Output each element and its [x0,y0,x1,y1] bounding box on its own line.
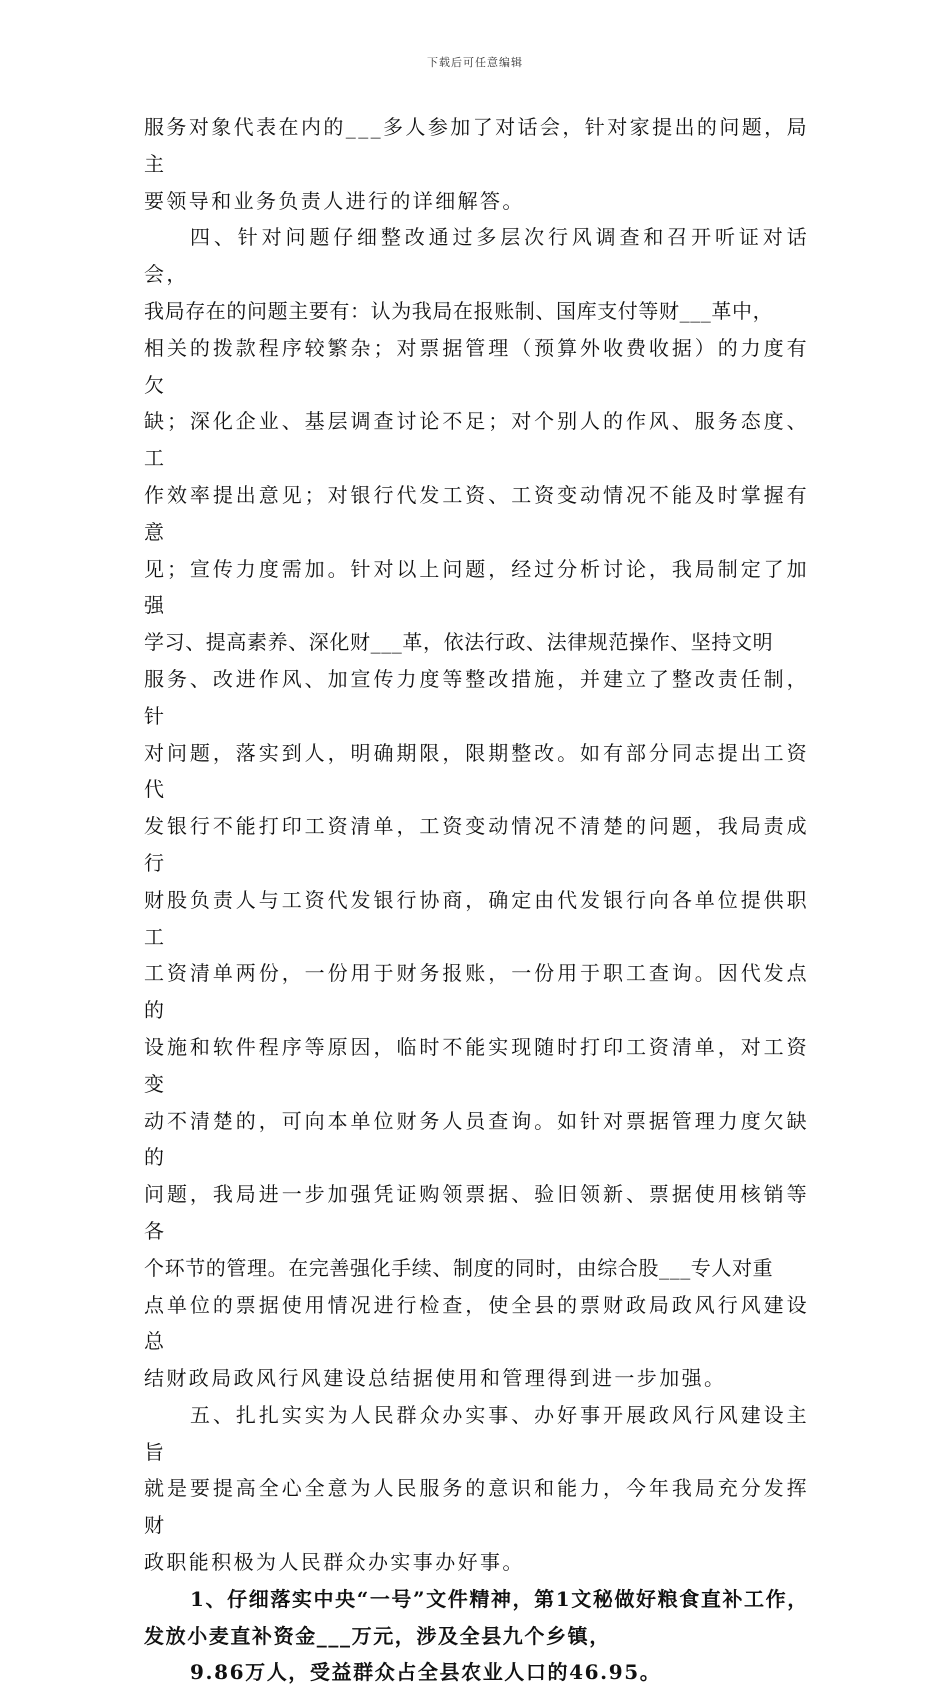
paragraph-grain-subsidy [144,1581,809,1655]
text-line: 设施和软件程序等原因，临时不能实现随时打印工资清单，对工资变 [144,1034,809,1096]
text-line: 缺；深化企业、基层调查讨论不足；对个别人的作风、服务态度、工 [144,409,809,471]
text-line: 发放小麦直补资金___万元，涉及全县九个乡镇， [144,1623,611,1648]
paragraph-practical-work [144,1397,809,1581]
text-line: 工资清单两份，一份用于财务报账，一份用于职工查询。因代发点的 [144,961,809,1023]
text-line: 学习、提高素养、深化财___革，依法行政、法律规范操作、坚持文明 [144,630,774,655]
text-line: 四、针对问题仔细整改通过多层次行风调查和召开听证对话会， [144,225,809,287]
text-line: 发银行不能打印工资清单，工资变动情况不清楚的问题，我局责成行 [144,814,809,875]
text-line: 作效率提出意见；对银行代发工资、工资变动情况不能及时掌握有意 [144,482,809,544]
paragraph-rectification [144,219,809,1397]
text-line: 我局存在的问题主要有：认为我局在报账制、国库支付等财___革中， [144,298,774,323]
text-line: 个环节的管理。在完善强化手续、制度的同时，由综合股___专人对重 [144,1255,774,1280]
paragraph-beneficiaries [144,1654,809,1691]
text-line: 相关的拨款程序较繁杂；对票据管理（预算外收费收据）的力度有欠 [144,335,809,397]
page-header: 下载后可任意编辑 [427,56,523,69]
text-line: 要领导和业务负责人进行的详细解答。 [144,188,525,213]
text-line: 就是要提高全心全意为人民服务的意识和能力，今年我局充分发挥财 [144,1476,809,1538]
text-line: 服务对象代表在内的___多人参加了对话会，针对家提出的问题，局主 [144,115,809,176]
paragraph-dialogue-meeting [144,109,809,219]
text-line: 结财政局政风行风建设总结据使用和管理得到进一步加强。 [144,1366,727,1391]
text-line: 1、仔细落实中央“一号”文件精神，第1文秘做好粮食直补工作， [190,1586,809,1611]
text-line: 9.86万人，受益群众占全县农业人口的46.95。 [190,1660,662,1685]
text-line: 见；宣传力度需加。针对以上问题，经过分析讨论，我局制定了加强 [144,556,809,618]
text-line: 对问题，落实到人，明确期限，限期整改。如有部分同志提出工资代 [144,740,809,802]
text-line: 五、扎扎实实为人民群众办实事、办好事开展政风行风建设主旨 [144,1402,809,1464]
text-line: 财股负责人与工资代发银行协商，确定由代发银行向各单位提供职工 [144,887,809,949]
document-body [144,109,809,1691]
text-line: 点单位的票据使用情况进行检查，使全县的票财政局政风行风建设总 [144,1292,809,1354]
text-line: 政职能积极为人民群众办实事办好事。 [144,1550,525,1575]
text-line: 服务、改进作风、加宣传力度等整改措施，并建立了整改责任制，针 [144,666,809,728]
text-line: 动不清楚的，可向本单位财务人员查询。如针对票据管理力度欠缺的 [144,1108,809,1170]
text-line: 问题，我局进一步加强凭证购领票据、验旧领新、票据使用核销等各 [144,1182,809,1243]
